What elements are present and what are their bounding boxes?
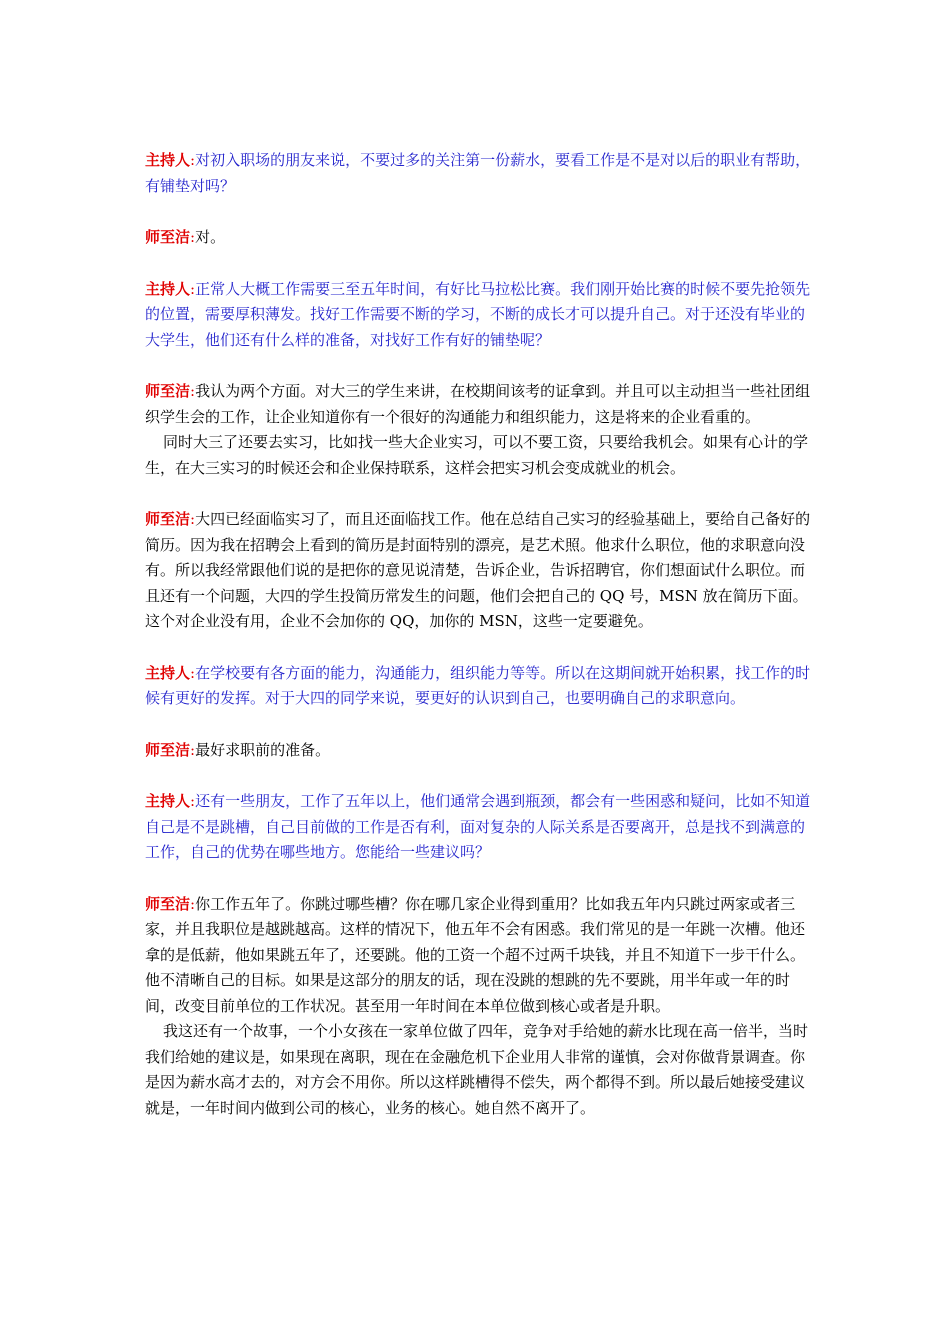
speaker-name: 主持人 — [145, 279, 191, 298]
host-turn — [145, 661, 815, 712]
guest-turn — [145, 507, 815, 635]
guest-turn — [145, 738, 815, 764]
dialogue-paragraph — [145, 892, 815, 1020]
dialogue-paragraph — [145, 225, 815, 251]
speaker-separator: : — [190, 894, 196, 913]
host-turn — [145, 148, 815, 199]
dialogue-paragraph — [145, 430, 815, 481]
speaker-name: 主持人 — [145, 792, 191, 810]
dialogue-paragraph — [145, 789, 815, 866]
dialogue-paragraph — [145, 148, 815, 199]
speaker-name: 师至洁 — [145, 228, 191, 246]
dialogue-paragraph — [145, 277, 815, 354]
guest-answer-text: 我认为两个方面。对大三的学生来讲，在校期间该考的证拿到。并且可以主动担当一些社团组织学生会的工作，让企业知道你有一个很好的沟通能力和组织能力，这是将来的企业看重的。 — [145, 382, 811, 426]
guest-answer-text: 最好求职前的准备。 — [195, 740, 331, 759]
speaker-separator: : — [190, 663, 196, 682]
document-page — [145, 148, 815, 1147]
dialogue-paragraph — [145, 1019, 815, 1121]
guest-answer-text: 大四已经面临实习了，而且还面临找工作。他在总结自己实习的经验基础上，要给自己备好的简历。因为我在招聘会上看到的简历是封面特别的漂亮，是艺术照。他求什么职位，他的求职意向没有。所以我经常跟他们说的是把你的意见说清楚，告诉企业，告诉招聘官，你们想面试什么职位。而且还有一个问题，大四的学生投简历常发生的问题，他们会把自己的 QQ 号，MSN 放在简历下面。这个对企业没有用，企业不会加你的 QQ，加你的 MSN，这些一定要避免。 — [145, 510, 811, 630]
dialogue-paragraph — [145, 738, 815, 764]
speaker-name: 师至洁 — [145, 894, 191, 913]
speaker-separator: : — [190, 382, 196, 400]
host-question-text: 正常人大概工作需要三至五年时间，有好比马拉松比赛。我们刚开始比赛的时候不要先抢领先的位置，需要厚积薄发。找好工作需要不断的学习，不断的成长才可以提升自己。对于还没有毕业的大学生，他们还有什么样的准备，对找好工作有好的铺垫呢？ — [145, 279, 811, 349]
speaker-name: 主持人 — [145, 151, 191, 169]
guest-turn — [145, 225, 815, 251]
dialogue-paragraph — [145, 661, 815, 712]
speaker-name: 师至洁 — [145, 510, 191, 528]
guest-answer-text: 对。 — [195, 228, 226, 246]
dialogue-paragraph — [145, 507, 815, 635]
guest-answer-text: 你工作五年了。你跳过哪些槽？你在哪几家企业得到重用？比如我五年内只跳过两家或者三家，并且我职位是越跳越高。这样的情况下，他五年不会有困惑。我们常见的是一年跳一次槽。他还拿的是低薪，他如果跳五年了，还要跳。他的工资一个超不过两千块钱，并且不知道下一步干什么。他不清晰自己的目标。如果是这部分的朋友的话，现在没跳的想跳的先不要跳，用半年或一年的时间，改变目前单位的工作状况。甚至用一年时间在本单位做到核心或者是升职。 — [145, 894, 806, 1015]
speaker-separator: : — [190, 792, 196, 810]
speaker-name: 师至洁 — [145, 382, 191, 400]
host-question-text: 还有一些朋友，工作了五年以上，他们通常会遇到瓶颈，都会有一些困惑和疑问，比如不知道自己是不是跳槽，自己目前做的工作是否有利，面对复杂的人际关系是否要离开，总是找不到满意的工作，自己的优势在哪些地方。您能给一些建议吗？ — [145, 792, 811, 861]
speaker-separator: : — [190, 510, 196, 528]
guest-answer-text: 同时大三了还要去实习，比如找一些大企业实习，可以不要工资，只要给我机会。如果有心计的学生，在大三实习的时候还会和企业保持联系，这样会把实习机会变成就业的机会。 — [145, 433, 809, 477]
host-turn — [145, 277, 815, 354]
speaker-separator: : — [190, 151, 196, 169]
speaker-separator: : — [190, 279, 196, 298]
host-question-text: 在学校要有各方面的能力，沟通能力，组织能力等等。所以在这期间就开始积累，找工作的时候有更好的发挥。对于大四的同学来说，要更好的认识到自己，也要明确自己的求职意向。 — [145, 663, 811, 707]
host-turn — [145, 789, 815, 866]
dialogue-paragraph — [145, 379, 815, 430]
host-question-text: 对初入职场的朋友来说，不要过多的关注第一份薪水，要看工作是不是对以后的职业有帮助，有铺垫对吗？ — [145, 151, 811, 195]
guest-turn — [145, 379, 815, 481]
speaker-separator: : — [190, 740, 196, 759]
guest-answer-text: 我这还有一个故事，一个小女孩在一家单位做了四年，竞争对手给她的薪水比现在高一倍半，当时我们给她的建议是，如果现在离职，现在在金融危机下企业用人非常的谨慎，会对你做背景调查。你是因为薪水高才去的，对方会不用你。所以这样跳槽得不偿失，两个都得不到。所以最后她接受建议就是，一年时间内做到公司的核心，业务的核心。她自然不离开了。 — [145, 1022, 809, 1117]
speaker-name: 主持人 — [145, 663, 191, 682]
speaker-name: 师至洁 — [145, 740, 191, 759]
speaker-separator: : — [190, 228, 196, 246]
guest-turn — [145, 892, 815, 1122]
